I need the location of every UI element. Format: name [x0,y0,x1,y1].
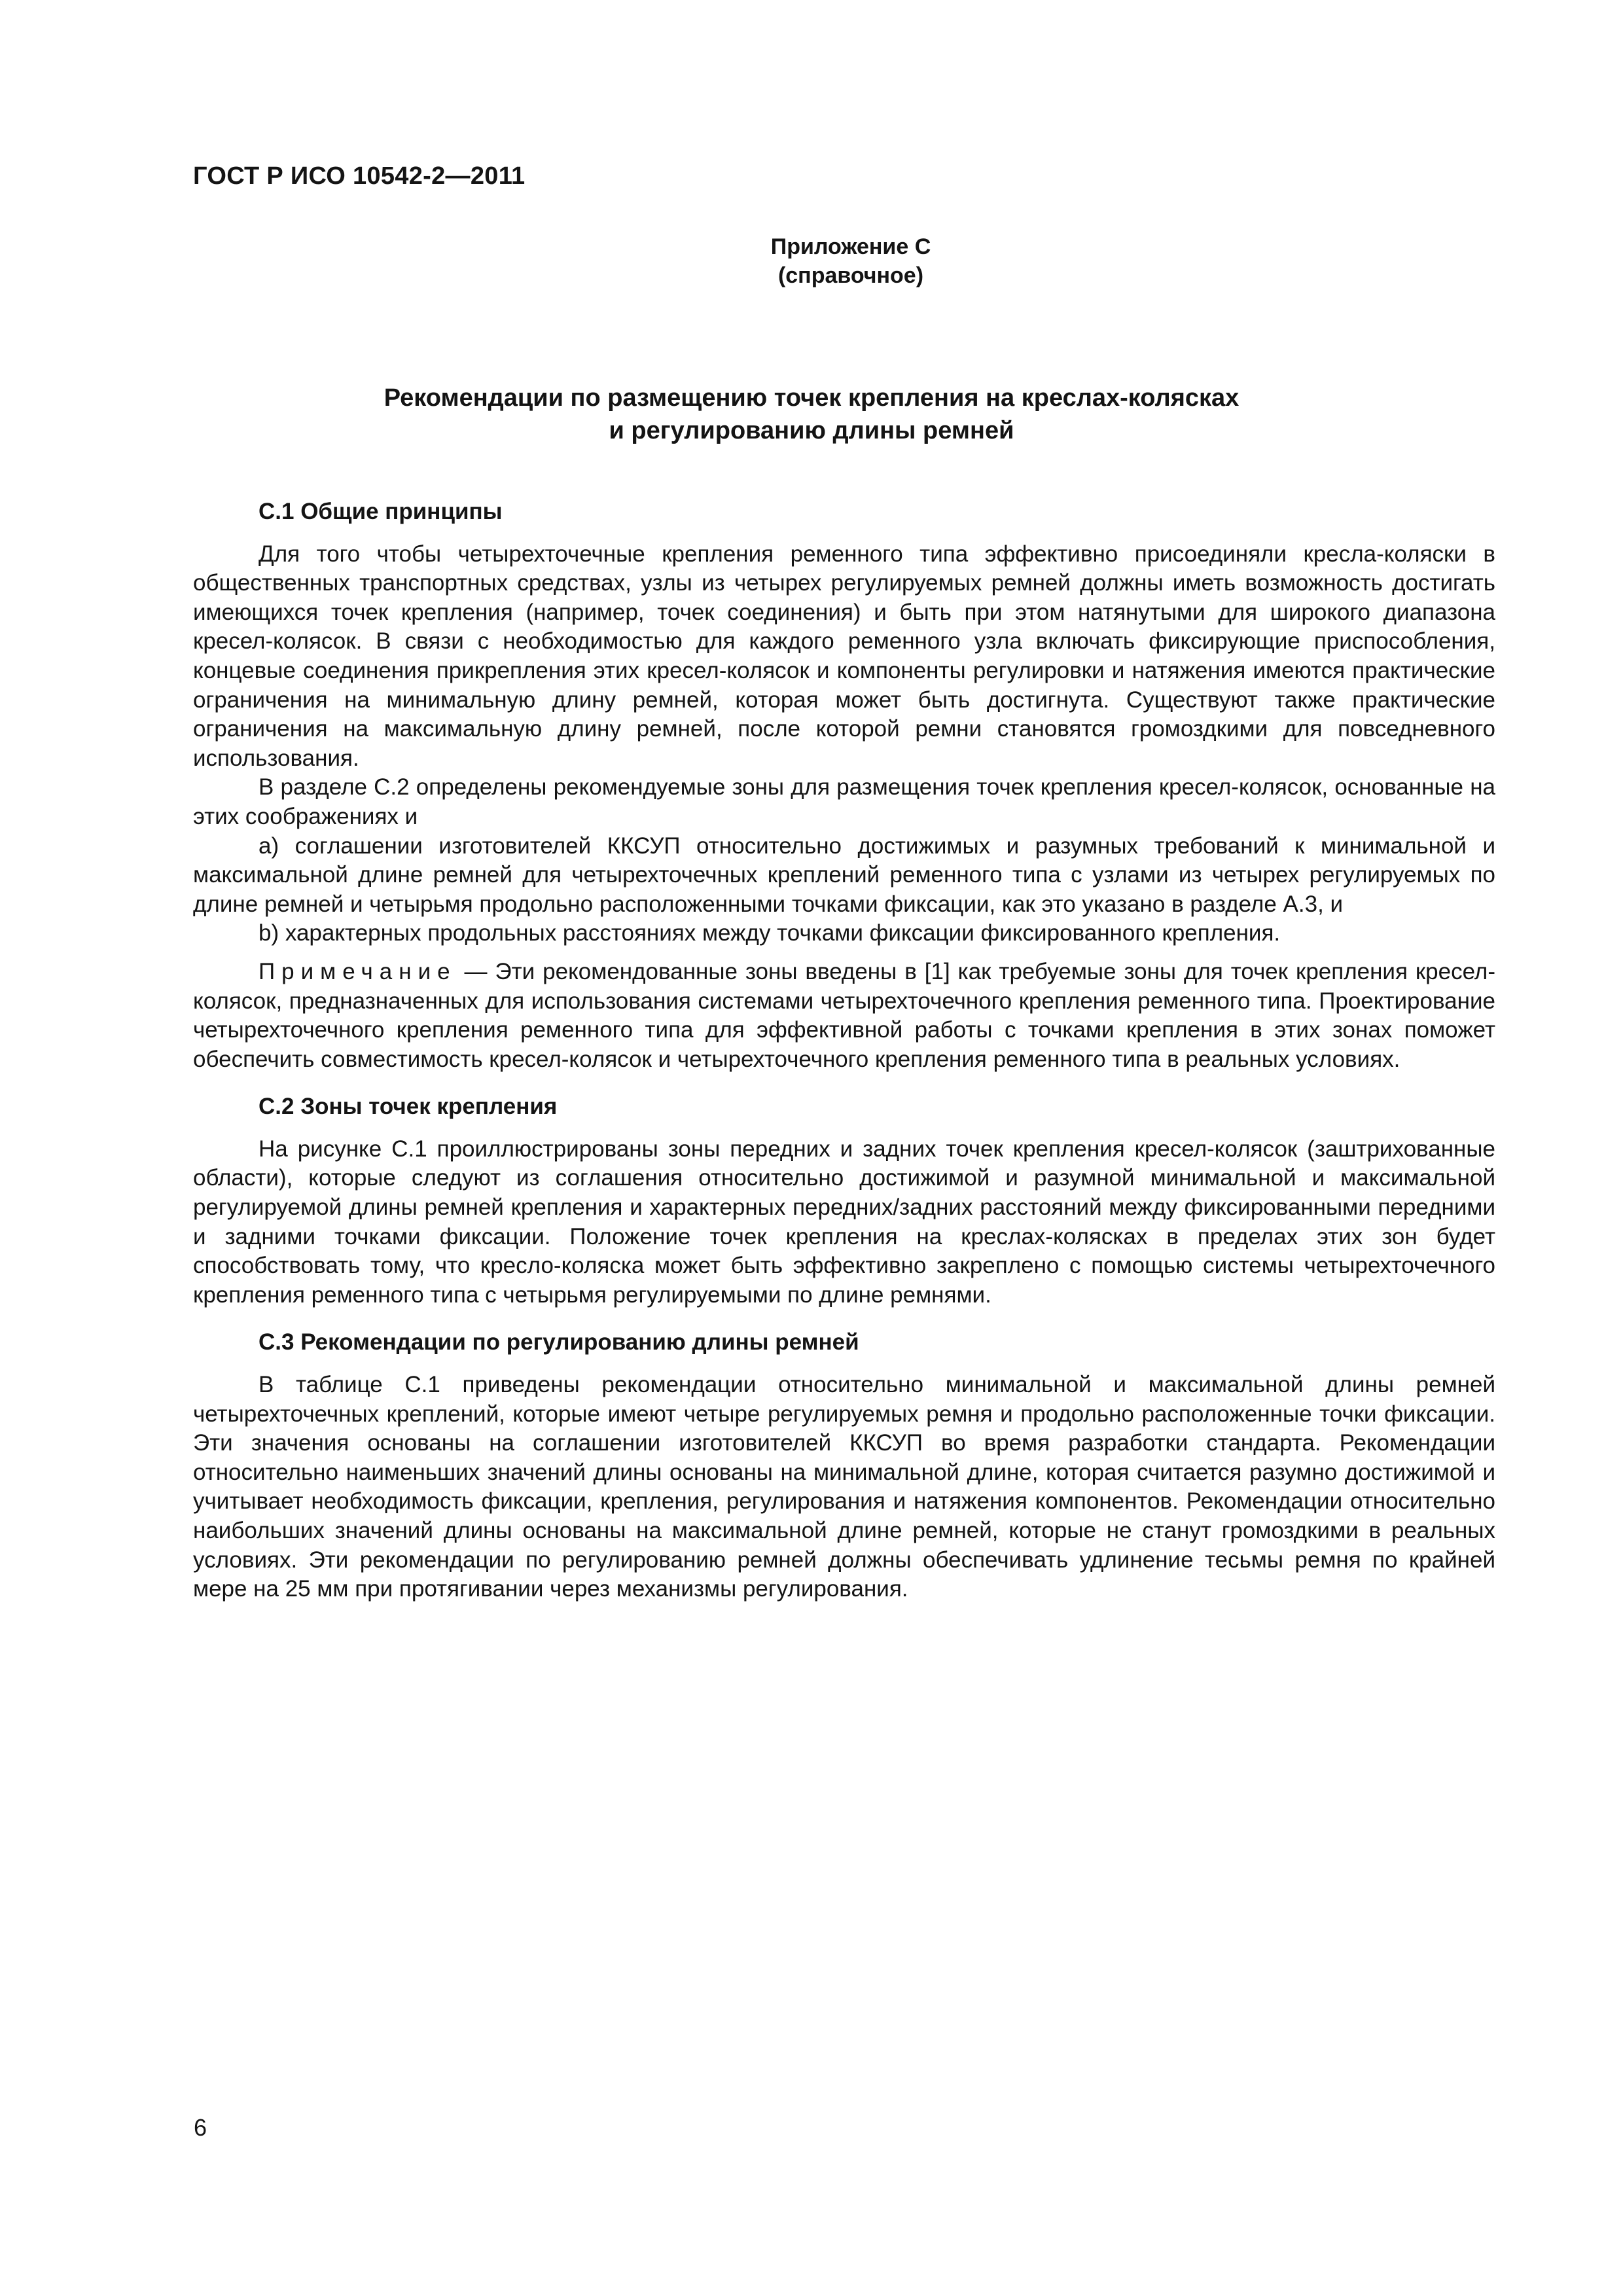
section-c1-paragraph-1: Для того чтобы четырехточечные крепления ременного типа эффективно присоединяли кресла-коляски в общественных транспортных средствах, узлы из четырех регулируемых ремней должны иметь возможность достигать имеющихся точек крепления (например, точек соединения) и быть при этом натянутыми для широкого диапазона кресел-колясок. В связи с необходимостью для каждого ременного узла включать фиксирующие приспособления, концевые соединения прикрепления этих кресел-колясок и компоненты регулировки и натяжения имеются практические ограничения на минимальную длину ремней, которая может быть достигнута. Существуют также практические ограничения на максимальную длину ремней, после которой ремни становятся громоздкими для повседневного использования. [193,541,1495,771]
section-c3-paragraph-1: В таблице С.1 приведены рекомендации относительно минимальной и максимальной длины ремней четырехточечных креплений, которые имеют четыре регулируемых ремня и продольно расположенные точки фиксации. Эти значения основаны на соглашении изготовителей ККСУП во время разработки стандарта. Рекомендации относительно наименьших значений длины основаны на минимальной длине, которая считается разумно достижимой и учитывает необходимость фиксации, крепления, регулирования и натяжения компонентов. Рекомендации относительно наибольших значений длины основаны на максимальной длине ремней, которые не станут громоздкими в реальных условиях. Эти рекомендации по регулированию ремней должны обеспечивать удлинение тесьмы ремня по крайней мере на 25 мм при протягивании через механизмы регулирования. [193,1372,1495,1602]
appendix-label-block [681,232,1021,290]
note-text: — Эти рекомендованные зоны введены в [1] как требуемые зоны для точек крепления кресел-колясок, предназначенных для использования системами четырехточечного крепления ременного типа. Проектирование четырехточечного крепления ременного типа для эффективной работы с точками крепления в этих зонах поможет обеспечить совместимость кресел-колясок и четырехточечного крепления ременного типа в реальных условиях. [193,958,1495,1072]
section-c1-list-item-a: a) соглашении изготовителей ККСУП относительно достижимых и разумных требований к минимальной и максимальной длине ремней для четырехточечных креплений ременного типа с узлами из четырех регулируемых по длине ремней и четырьмя продольно расположенными точками фиксации, как это указано в разделе А.3, и [193,833,1495,917]
title-line-1: Рекомендации по размещению точек крепления на креслах-колясках [383,384,1240,412]
section-c1-paragraph-2: В разделе С.2 определены рекомендуемые зоны для размещения точек крепления кресел-колясок, основанные на этих соображениях и [193,774,1495,829]
section-c2-paragraph-1: На рисунке С.1 проиллюстрированы зоны передних и задних точек крепления кресел-колясок (заштрихованные области), которые следуют из соглашения относительно достижимой и разумной минимальной и максимальной регулируемой длины ремней крепления и характерных передних/задних расстояний между фиксированными передними и задними точками фиксации. Положение точек крепления на креслах-колясках в пределах этих зон будет способствовать тому, что кресло-коляска может быть эффективно закреплено с помощью системы четырехточечного крепления ременного типа с четырьмя регулируемыми по длине ремнями. [193,1136,1495,1308]
note-label: Примечание [259,958,457,984]
document-header: ГОСТ Р ИСО 10542-2—2011 [193,162,526,190]
appendix-title [196,382,1427,447]
document-body [193,497,1495,1604]
section-c1-list-item-b: b) характерных продольных расстояниях между точками фиксации фиксированного крепления. [259,920,1281,946]
appendix-label: Приложение С [770,234,931,259]
page-number: 6 [194,2114,207,2141]
section-c3-heading: С.3 Рекомендации по регулированию длины ремней [259,1329,859,1355]
section-c1-heading: С.1 Общие принципы [259,499,503,524]
section-c2-heading: С.2 Зоны точек крепления [259,1094,558,1120]
appendix-type: (справочное) [777,263,924,288]
title-line-2: и регулированию длины ремней [609,417,1014,444]
section-c1-note [193,958,1495,1074]
